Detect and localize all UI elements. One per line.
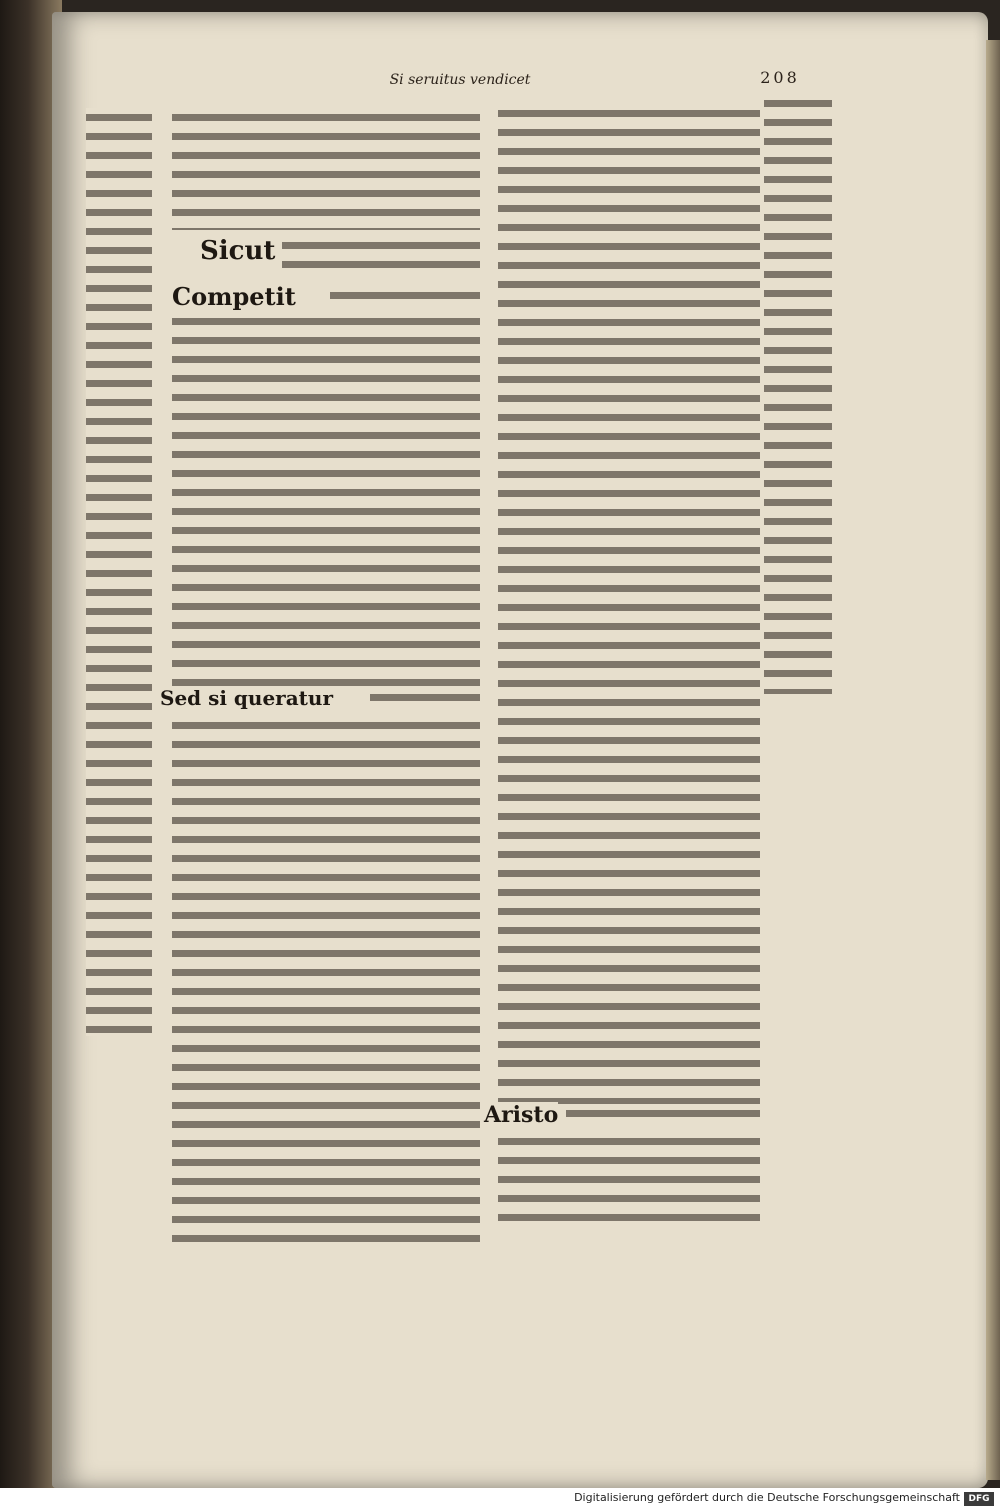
initial-sicut: Sicut bbox=[200, 236, 276, 266]
initial-sed-si-queratur: Sed si queratur bbox=[160, 686, 333, 710]
main-column-left bbox=[330, 286, 480, 310]
main-column-left bbox=[282, 236, 480, 278]
initial-aristo: Aristo bbox=[484, 1102, 559, 1128]
main-column-left bbox=[172, 716, 480, 1252]
left-margin-gloss bbox=[86, 108, 152, 1036]
initial-competit: Competit bbox=[172, 282, 296, 311]
main-column-left bbox=[370, 688, 480, 712]
main-column-right bbox=[498, 1132, 760, 1228]
footer-credit: Digitalisierung gefördert durch die Deutsche Forschungsgemeinschaft bbox=[574, 1491, 960, 1504]
main-column-left bbox=[172, 108, 480, 230]
page-edge bbox=[986, 40, 1000, 1480]
folio-number: 208 bbox=[760, 68, 800, 87]
main-column-right bbox=[498, 104, 760, 1104]
dfg-logo: DFG bbox=[964, 1492, 994, 1506]
running-head: Si seruitus vendicet bbox=[389, 72, 531, 88]
right-margin-gloss bbox=[764, 94, 832, 694]
main-column-left bbox=[172, 312, 480, 688]
main-column-right bbox=[566, 1104, 760, 1128]
